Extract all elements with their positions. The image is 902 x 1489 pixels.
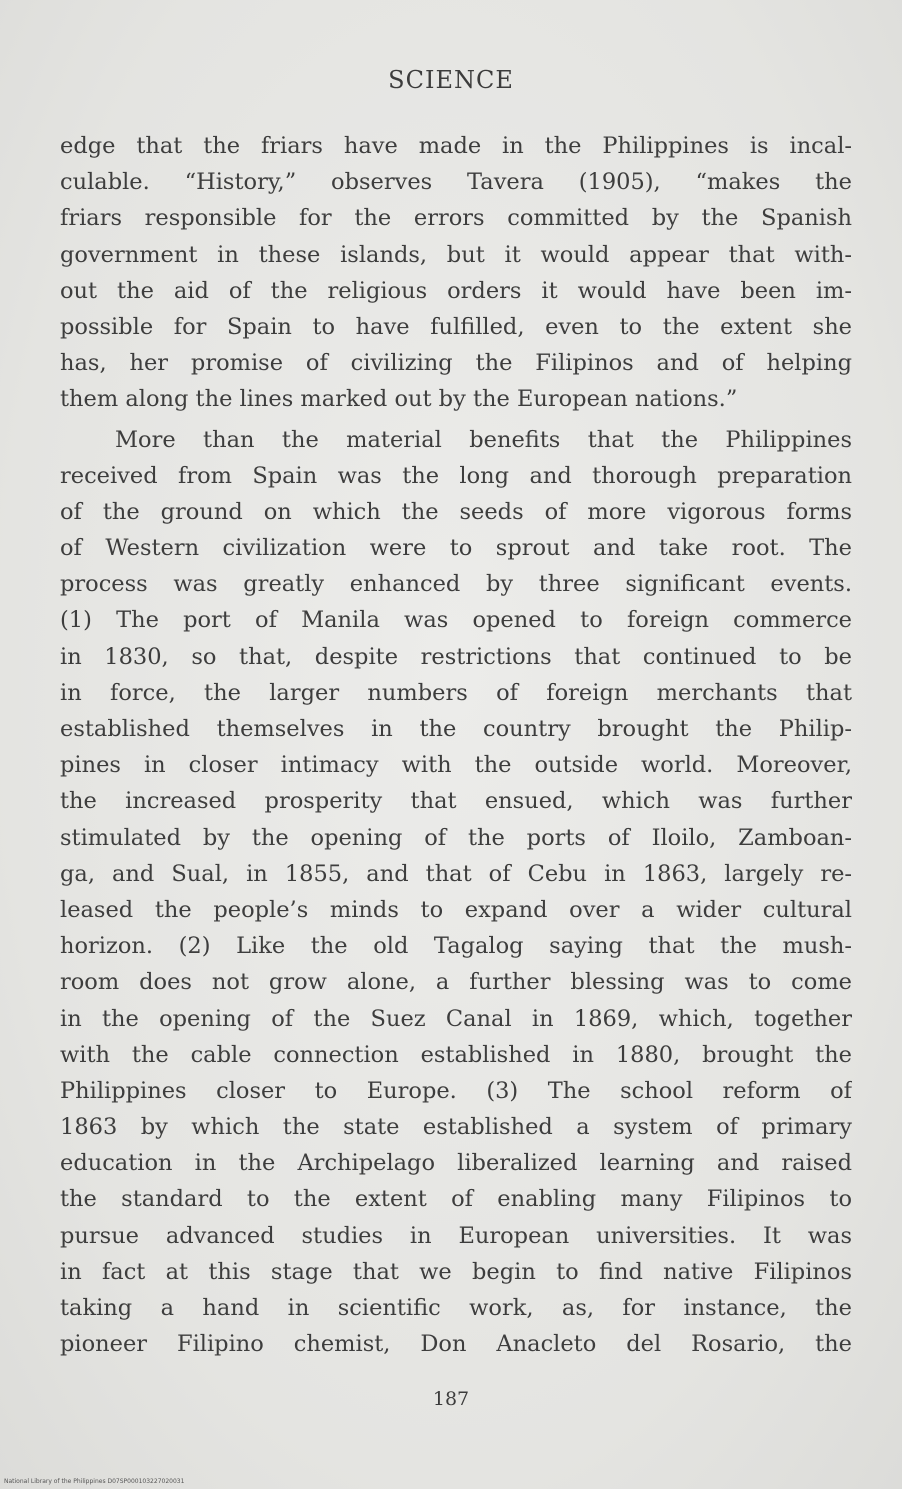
text-line: of Western civilization were to sprout and take root. The bbox=[60, 535, 852, 562]
body-text bbox=[60, 128, 852, 1362]
running-head: SCIENCE bbox=[388, 66, 514, 94]
page-number: 187 bbox=[432, 1388, 470, 1410]
text-line: the increased prosperity that ensued, which was further bbox=[60, 788, 852, 815]
text-line: leased the people’s minds to expand over a wider cultural bbox=[60, 896, 852, 923]
text-line: them along the lines marked out by the European nations.” bbox=[60, 386, 738, 413]
text-line: of the ground on which the seeds of more vigorous forms bbox=[60, 498, 852, 525]
text-line: culable. “History,” observes Tavera (1905), “makes the bbox=[60, 169, 852, 196]
text-line: possible for Spain to have fulfilled, even to the extent she bbox=[60, 313, 852, 340]
text-line: pioneer Filipino chemist, Don Anacleto del Rosario, the bbox=[60, 1331, 852, 1358]
footer-credit: National Library of the Philippines D07SP000103227020031 bbox=[4, 1478, 185, 1485]
text-line: in force, the larger numbers of foreign merchants that bbox=[60, 679, 852, 706]
text-line: stimulated by the opening of the ports of Iloilo, Zamboan- bbox=[60, 824, 852, 851]
text-line: with the cable connection established in 1880, brought the bbox=[60, 1041, 852, 1068]
text-line: has, her promise of civilizing the Filipinos and of helping bbox=[60, 350, 852, 377]
text-line: in fact at this stage that we begin to find native Filipinos bbox=[60, 1258, 852, 1285]
text-line: in the opening of the Suez Canal in 1869, which, together bbox=[60, 1005, 852, 1032]
text-line: friars responsible for the errors committed by the Spanish bbox=[60, 205, 852, 232]
text-line: edge that the friars have made in the Philippines is incal- bbox=[60, 133, 852, 159]
text-line: room does not grow alone, a further blessing was to come bbox=[60, 969, 852, 996]
text-line: (1) The port of Manila was opened to foreign commerce bbox=[60, 607, 852, 634]
text-line: education in the Archipelago liberalized learning and raised bbox=[60, 1150, 852, 1177]
text-line: out the aid of the religious orders it would have been im- bbox=[60, 277, 852, 304]
text-line: pines in closer intimacy with the outside world. Moreover, bbox=[60, 752, 852, 779]
text-line: process was greatly enhanced by three significant events. bbox=[60, 571, 852, 598]
text-line: taking a hand in scientific work, as, for instance, the bbox=[60, 1295, 852, 1321]
text-line: ga, and Sual, in 1855, and that of Cebu in 1863, largely re- bbox=[60, 860, 852, 887]
text-line: Philippines closer to Europe. (3) The school reform of bbox=[60, 1077, 852, 1104]
text-line: horizon. (2) Like the old Tagalog saying that the mush- bbox=[60, 933, 852, 960]
text-line: 1863 by which the state established a system of primary bbox=[60, 1114, 852, 1141]
text-line: More than the material benefits that the Philippines bbox=[115, 426, 852, 453]
text-line: the standard to the extent of enabling many Filipinos to bbox=[60, 1186, 852, 1213]
text-line: pursue advanced studies in European universities. It was bbox=[60, 1222, 852, 1249]
text-line: established themselves in the country brought the Philip- bbox=[60, 716, 852, 742]
text-line: received from Spain was the long and thorough preparation bbox=[60, 462, 852, 489]
text-line: government in these islands, but it would appear that with- bbox=[60, 241, 852, 268]
text-line: in 1830, so that, despite restrictions that continued to be bbox=[60, 643, 852, 670]
